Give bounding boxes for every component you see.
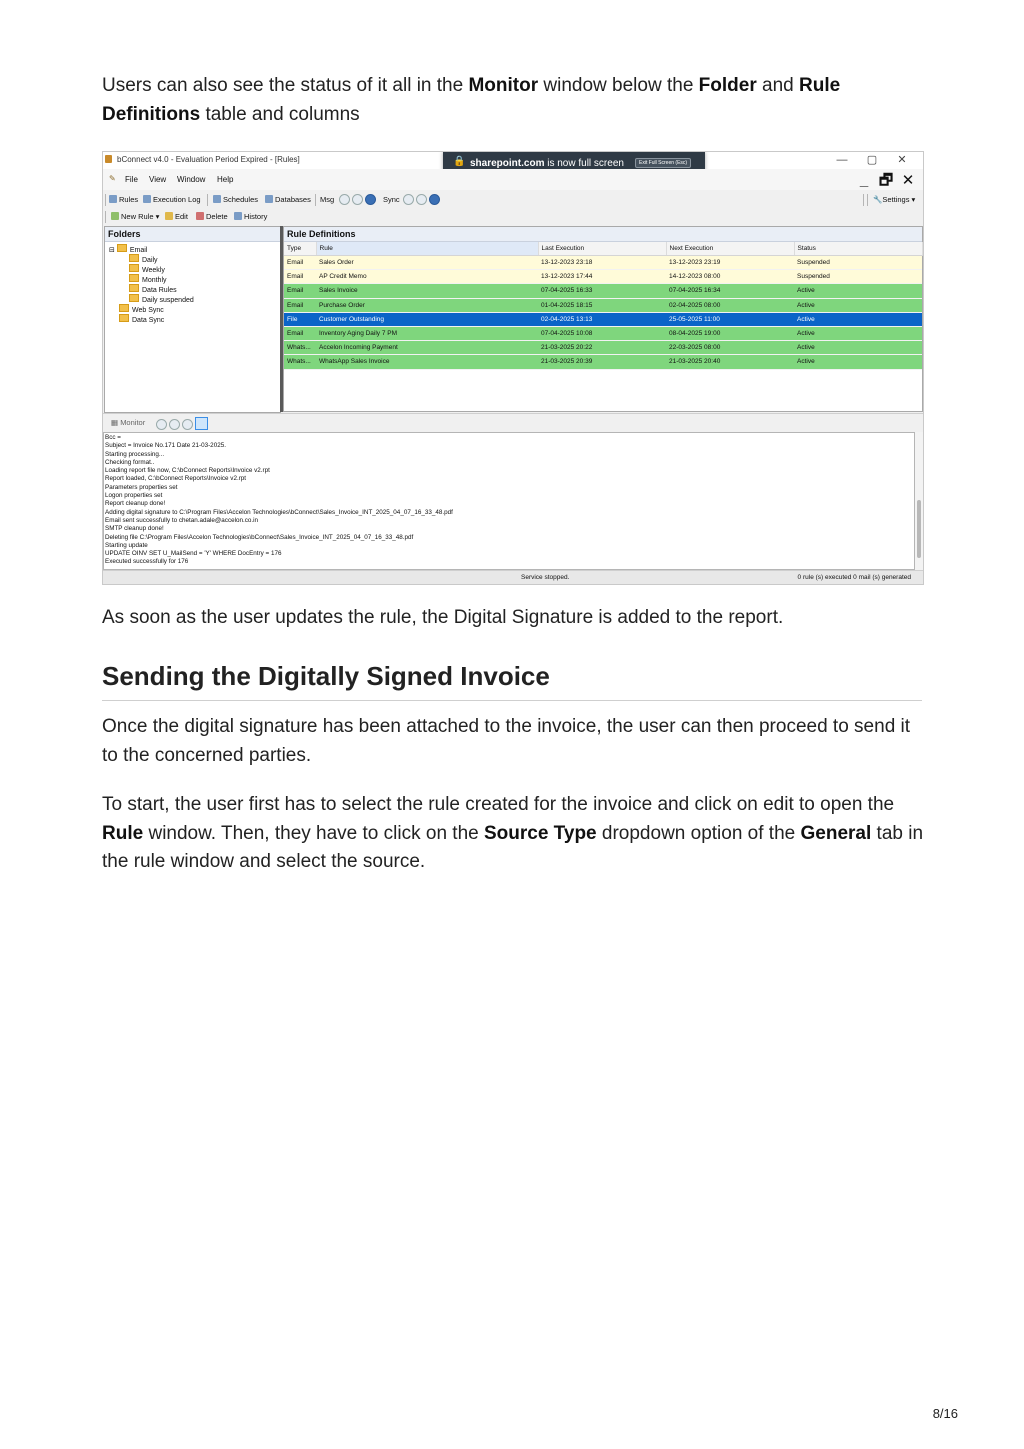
database-icon [265,195,273,203]
fullscreen-domain: sharepoint.com [470,158,545,169]
log-line: Starting processing... [105,450,165,458]
cell-type: Email [284,326,316,340]
cell-type: Whats... [284,355,316,369]
sync-label: Sync [383,195,400,204]
msg-stop-icon[interactable] [352,194,363,205]
cell-last: 21-03-2025 20:22 [538,341,666,355]
mdi-minimize-icon[interactable]: _ [859,172,869,189]
section-paragraph-2: To start, the user first has to select the rule created for the invoice and click on edit to open the Rule window. Then, they have to click on the Source Type dropdown option of the General tab in the rule window and select the source. [102,794,924,872]
sync-stop-icon[interactable] [416,194,427,205]
intro-paragraph: Users can also see the status of it all in the Monitor window below the Folder and Rule Definitions table and columns [102,75,841,125]
section-paragraph-1: Once the digital signature has been attached to the invoice, the user can then proceed to send it to the concerned parties. [102,716,911,766]
minimize-icon[interactable]: — [836,154,848,166]
app-icon [105,155,112,163]
table-row[interactable] [284,355,922,369]
wrench-icon: 🔧 [873,195,883,204]
cell-next: 14-12-2023 08:00 [666,270,794,284]
log-line: Logon properties set [105,492,163,500]
folder-icon [129,294,139,302]
cell-rule: Sales Order [316,256,538,270]
folder-icon [117,244,127,252]
log-line: UPDATE OINV SET U_MailSend = 'Y' WHERE DocEntry = 176 [105,550,282,558]
table-row[interactable] [284,270,922,284]
rule-definitions-header: Rule Definitions [284,227,922,242]
sync-info-icon[interactable] [429,194,440,205]
cell-next: 08-04-2025 19:00 [666,326,794,340]
service-status: Service stopped. [521,574,570,581]
execution-log-button[interactable]: Execution Log [143,195,201,204]
cell-type: Email [284,284,316,298]
rules-button[interactable]: Rules [109,195,138,204]
monitor-play-icon[interactable] [156,419,167,430]
log-line: Starting update [105,541,148,549]
msg-info-icon[interactable] [365,194,376,205]
folder-data-sync[interactable]: Data Sync [119,314,164,325]
log-line: SMTP cleanup done! [105,525,164,533]
cell-status: Active [794,341,922,355]
cell-status: Active [794,284,922,298]
rule-definitions-panel [283,226,923,412]
edit-icon [165,212,173,220]
history-icon [234,212,242,220]
folder-icon [119,314,129,322]
bconnect-screenshot [102,151,924,585]
folders-panel [104,226,281,413]
exit-fullscreen-button[interactable]: Exit Full Screen (Esc) [635,158,691,168]
column-type[interactable]: Type [284,242,316,256]
table-row[interactable] [284,341,922,355]
cell-rule: AP Credit Memo [316,270,538,284]
cell-status: Active [794,312,922,326]
cell-status: Suspended [794,270,922,284]
chevron-down-icon: ▾ [911,195,916,204]
msg-play-icon[interactable] [339,194,350,205]
page-number: 8/16 [932,1406,958,1421]
monitor-icon: ▦ [111,418,119,427]
menu-file[interactable]: File [125,175,138,184]
cell-next: 07-04-2025 16:34 [666,284,794,298]
cell-type: File [284,312,316,326]
cell-last: 01-04-2025 18:15 [538,298,666,312]
log-line: Report loaded, C:\bConnect Reports\Invoice v2.rpt [105,475,247,483]
cell-rule: Inventory Aging Daily 7 PM [316,326,538,340]
cell-type: Email [284,298,316,312]
sync-controls [403,194,442,205]
cell-rule: Purchase Order [316,298,538,312]
cell-last: 13-12-2023 17:44 [538,270,666,284]
mdi-close-icon[interactable]: ✕ [901,172,915,189]
folder-data-rules[interactable]: Data Rules [129,284,177,295]
folder-icon [129,254,139,262]
table-row[interactable] [284,284,922,298]
lock-icon: 🔒 [453,156,466,167]
log-line: Report cleanup done! [105,500,166,508]
rule-definitions-table [284,242,923,370]
execution-counts: 0 rule (s) executed 0 mail (s) generated [797,574,911,581]
cell-rule: Customer Outstanding [316,312,538,326]
folder-monthly[interactable]: Monthly [129,274,167,285]
close-icon[interactable]: ✕ [897,154,907,166]
folder-icon [119,304,129,312]
menu-bar [103,169,923,190]
log-scrollbar[interactable] [915,432,923,570]
folder-weekly[interactable]: Weekly [129,264,165,275]
log-line: Bcc = [105,434,121,441]
rules-icon [109,195,117,203]
calendar-icon [213,195,221,203]
log-line: Executed successfully for 176 [105,558,189,566]
folder-icon [129,284,139,292]
window-buttons [827,153,917,166]
collapse-icon[interactable]: ⊟ [109,247,115,254]
cell-status: Active [794,298,922,312]
cell-rule: WhatsApp Sales Invoice [316,355,538,369]
cell-rule: Sales Invoice [316,284,538,298]
cell-rule: Accelon Incoming Payment [316,341,538,355]
section-heading: Sending the Digitally Signed Invoice [102,661,922,701]
column-status[interactable]: Status [794,242,922,256]
msg-label: Msg [320,195,335,204]
log-line: Deleting file C:\Program Files\Accelon Technologies\bConnect\Sales_Invoice_INT_2025_04_07_16_33_48.pdf [105,533,414,541]
after-screenshot-paragraph: As soon as the user updates the rule, the Digital Signature is added to the report. [102,607,784,628]
rule-toolbar [103,209,923,225]
monitor-stop-icon[interactable] [182,419,193,430]
monitor-log [103,432,915,570]
monitor-pause-icon[interactable] [169,419,180,430]
menu-window[interactable]: Window [177,175,206,184]
table-row[interactable] [284,256,922,270]
cell-status: Suspended [794,256,922,270]
mdi-app-icon: ✎ [109,174,116,183]
restore-icon[interactable]: ▢ [866,154,878,166]
new-rule-chevron-icon: ▾ [155,212,160,221]
cell-last: 07-04-2025 10:08 [538,326,666,340]
sync-play-icon[interactable] [403,194,414,205]
cell-type: Email [284,256,316,270]
column-next-execution[interactable]: Next Execution [666,242,794,256]
monitor-toolbar [103,413,923,432]
cell-next: 25-05-2025 11:00 [666,312,794,326]
cell-next: 22-03-2025 08:00 [666,341,794,355]
cell-status: Active [794,355,922,369]
cell-type: Whats... [284,341,316,355]
status-bar [103,570,923,585]
main-toolbar [103,192,923,208]
delete-icon [196,212,204,220]
delete-button[interactable]: Delete [196,212,228,221]
cell-last: 02-04-2025 13:13 [538,312,666,326]
column-rule[interactable]: Rule [316,242,538,256]
folder-web-sync[interactable]: Web Sync [119,304,164,315]
msg-controls [339,194,378,205]
log-line: Checking format.. [105,458,155,466]
log-icon [143,195,151,203]
mdi-restore-icon[interactable]: 🗗 [878,172,894,189]
menu-view[interactable]: View [149,175,167,184]
column-last-execution[interactable]: Last Execution [538,242,666,256]
log-line: Parameters properties set [105,483,178,491]
log-line: Subject = Invoice No.171 Date 21-03-2025. [105,442,226,450]
history-button[interactable]: History [234,212,267,221]
schedules-button[interactable]: Schedules [213,195,258,204]
monitor-clear-icon[interactable] [195,417,208,430]
window-title: bConnect v4.0 - Evaluation Period Expired - [Rules] [117,155,300,164]
cell-next: 21-03-2025 20:40 [666,355,794,369]
cell-next: 02-04-2025 08:00 [666,298,794,312]
table-row[interactable] [284,298,922,312]
cell-last: 07-04-2025 16:33 [538,284,666,298]
settings-button[interactable]: 🔧Settings ▾ [873,195,916,204]
folder-daily-suspended[interactable]: Daily suspended [129,294,194,305]
cell-last: 21-03-2025 20:39 [538,355,666,369]
new-rule-icon [111,212,119,220]
table-row[interactable] [284,326,922,340]
cell-last: 13-12-2023 23:18 [538,256,666,270]
monitor-controls [156,417,208,430]
cell-status: Active [794,326,922,340]
log-line: Loading report file now, C:\bConnect Reports\Invoice v2.rpt [105,467,270,475]
folder-email[interactable]: ⊟ Email [109,244,147,255]
table-header-row [284,242,922,256]
log-line: Adding digital signature to C:\Program Files\Accelon Technologies\bConnect\Sales_Invoice_INT_2025_04_07_16_33_48.pdf [105,508,453,516]
log-line: Email sent successfully to chetan.adale@accelon.co.in [105,516,259,524]
fullscreen-message: is now full screen [544,158,624,169]
folder-daily[interactable]: Daily [129,254,158,265]
cell-next: 13-12-2023 23:19 [666,256,794,270]
databases-button[interactable]: Databases [265,195,311,204]
scrollbar-thumb[interactable] [917,500,921,558]
menu-help[interactable]: Help [217,175,234,184]
new-rule-button[interactable]: New Rule ▾ [111,212,159,221]
folder-icon [129,274,139,282]
folder-icon [129,264,139,272]
edit-button[interactable]: Edit [165,212,188,221]
folders-header: Folders [105,227,280,242]
table-row-selected[interactable] [284,312,922,326]
monitor-label: ▦ Monitor [111,418,146,427]
cell-type: Email [284,270,316,284]
